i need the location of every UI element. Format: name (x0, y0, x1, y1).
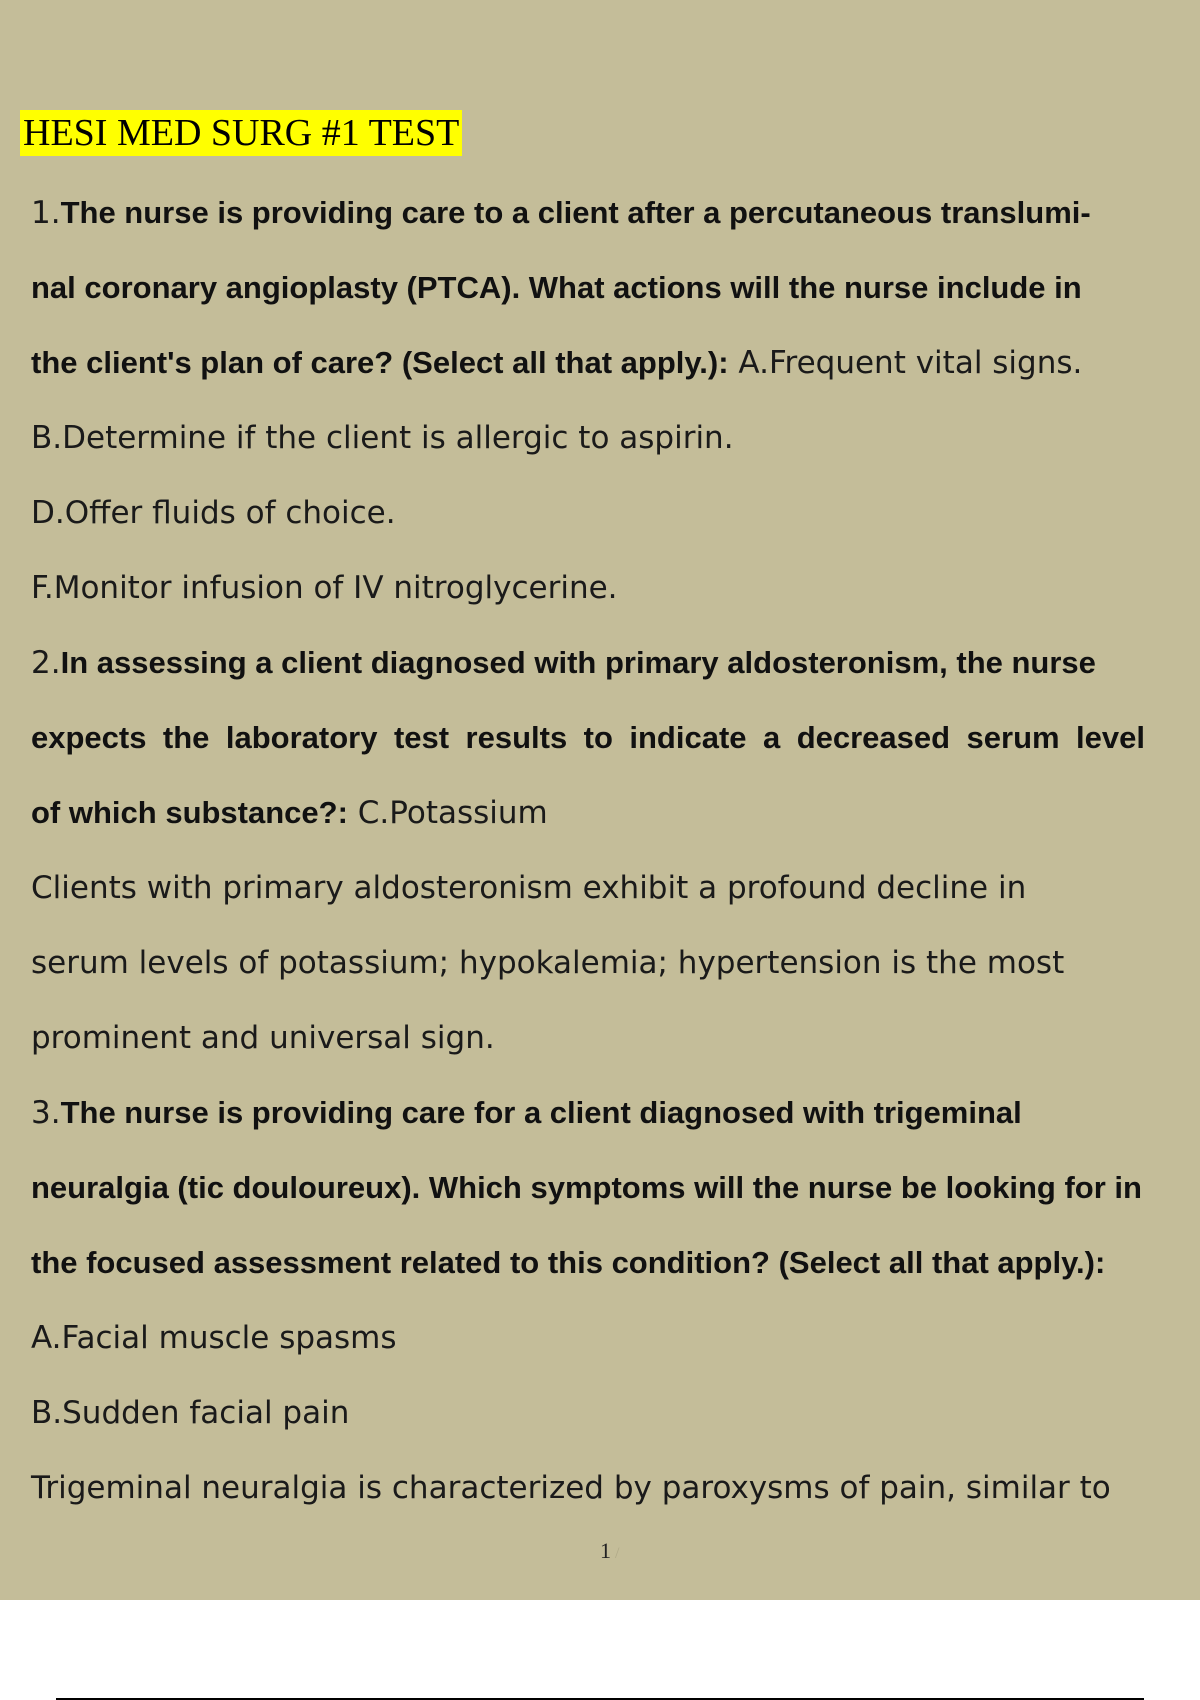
answer-line: B.Determine if the client is allergic to aspirin. (31, 420, 734, 456)
answer-line: B.Sudden facial pain (31, 1395, 350, 1431)
rationale-line: Trigeminal neuralgia is characterized by paroxysms of pain, similar to (31, 1470, 1111, 1506)
page-number-suffix: / (615, 1545, 620, 1562)
question-2-line-1 (31, 643, 1096, 683)
question-2-line-3 (31, 793, 548, 833)
question-1-line-1 (31, 193, 1091, 233)
question-3-line-3 (31, 1243, 1105, 1283)
question-number: 3. (31, 1095, 61, 1131)
question-number: 2. (31, 645, 61, 681)
question-3-line-2 (31, 1168, 1142, 1208)
answer-inline: A.Frequent vital signs. (738, 345, 1083, 381)
question-prompt: In assessing a client diagnosed with primary aldosteronism, the nurse (60, 645, 1096, 680)
question-prompt: The nurse is providing care for a client diagnosed with trigeminal (60, 1095, 1022, 1130)
question-1-line-2 (31, 268, 1082, 308)
question-number: 1. (31, 195, 61, 231)
page-number (600, 1538, 619, 1564)
question-1-line-3 (31, 343, 1082, 383)
question-prompt: the focused assessment related to this condition? (Select all that apply.): (31, 1245, 1106, 1280)
rationale-line: Clients with primary aldosteronism exhibit a profound decline in (31, 870, 1027, 906)
document-title: HESI MED SURG #1 TEST (20, 110, 462, 156)
answer-line: F.Monitor infusion of IV nitroglycerine. (31, 570, 618, 606)
answer-inline: C.Potassium (357, 795, 548, 831)
question-prompt: the client's plan of care? (Select all that apply.): (31, 345, 729, 380)
question-prompt: neuralgia (tic douloureux). Which symptoms will the nurse be looking for in (31, 1170, 1142, 1205)
answer-line: D.Offer fluids of choice. (31, 495, 396, 531)
question-prompt: The nurse is providing care to a client after a percutaneous translumi- (60, 195, 1091, 230)
question-prompt: of which substance?: (31, 795, 348, 830)
question-3-line-1 (31, 1093, 1022, 1133)
rationale-line: prominent and universal sign. (31, 1020, 495, 1056)
answer-line: A.Facial muscle spasms (31, 1320, 397, 1356)
question-2-line-2 (31, 718, 1145, 758)
rationale-line: serum levels of potassium; hypokalemia; hypertension is the most (31, 945, 1065, 981)
question-prompt: nal coronary angioplasty (PTCA). What actions will the nurse include in (31, 270, 1082, 305)
page-number-value: 1 (600, 1538, 611, 1563)
question-prompt: expects the laboratory test results to indicate a decreased serum level (31, 720, 1145, 755)
